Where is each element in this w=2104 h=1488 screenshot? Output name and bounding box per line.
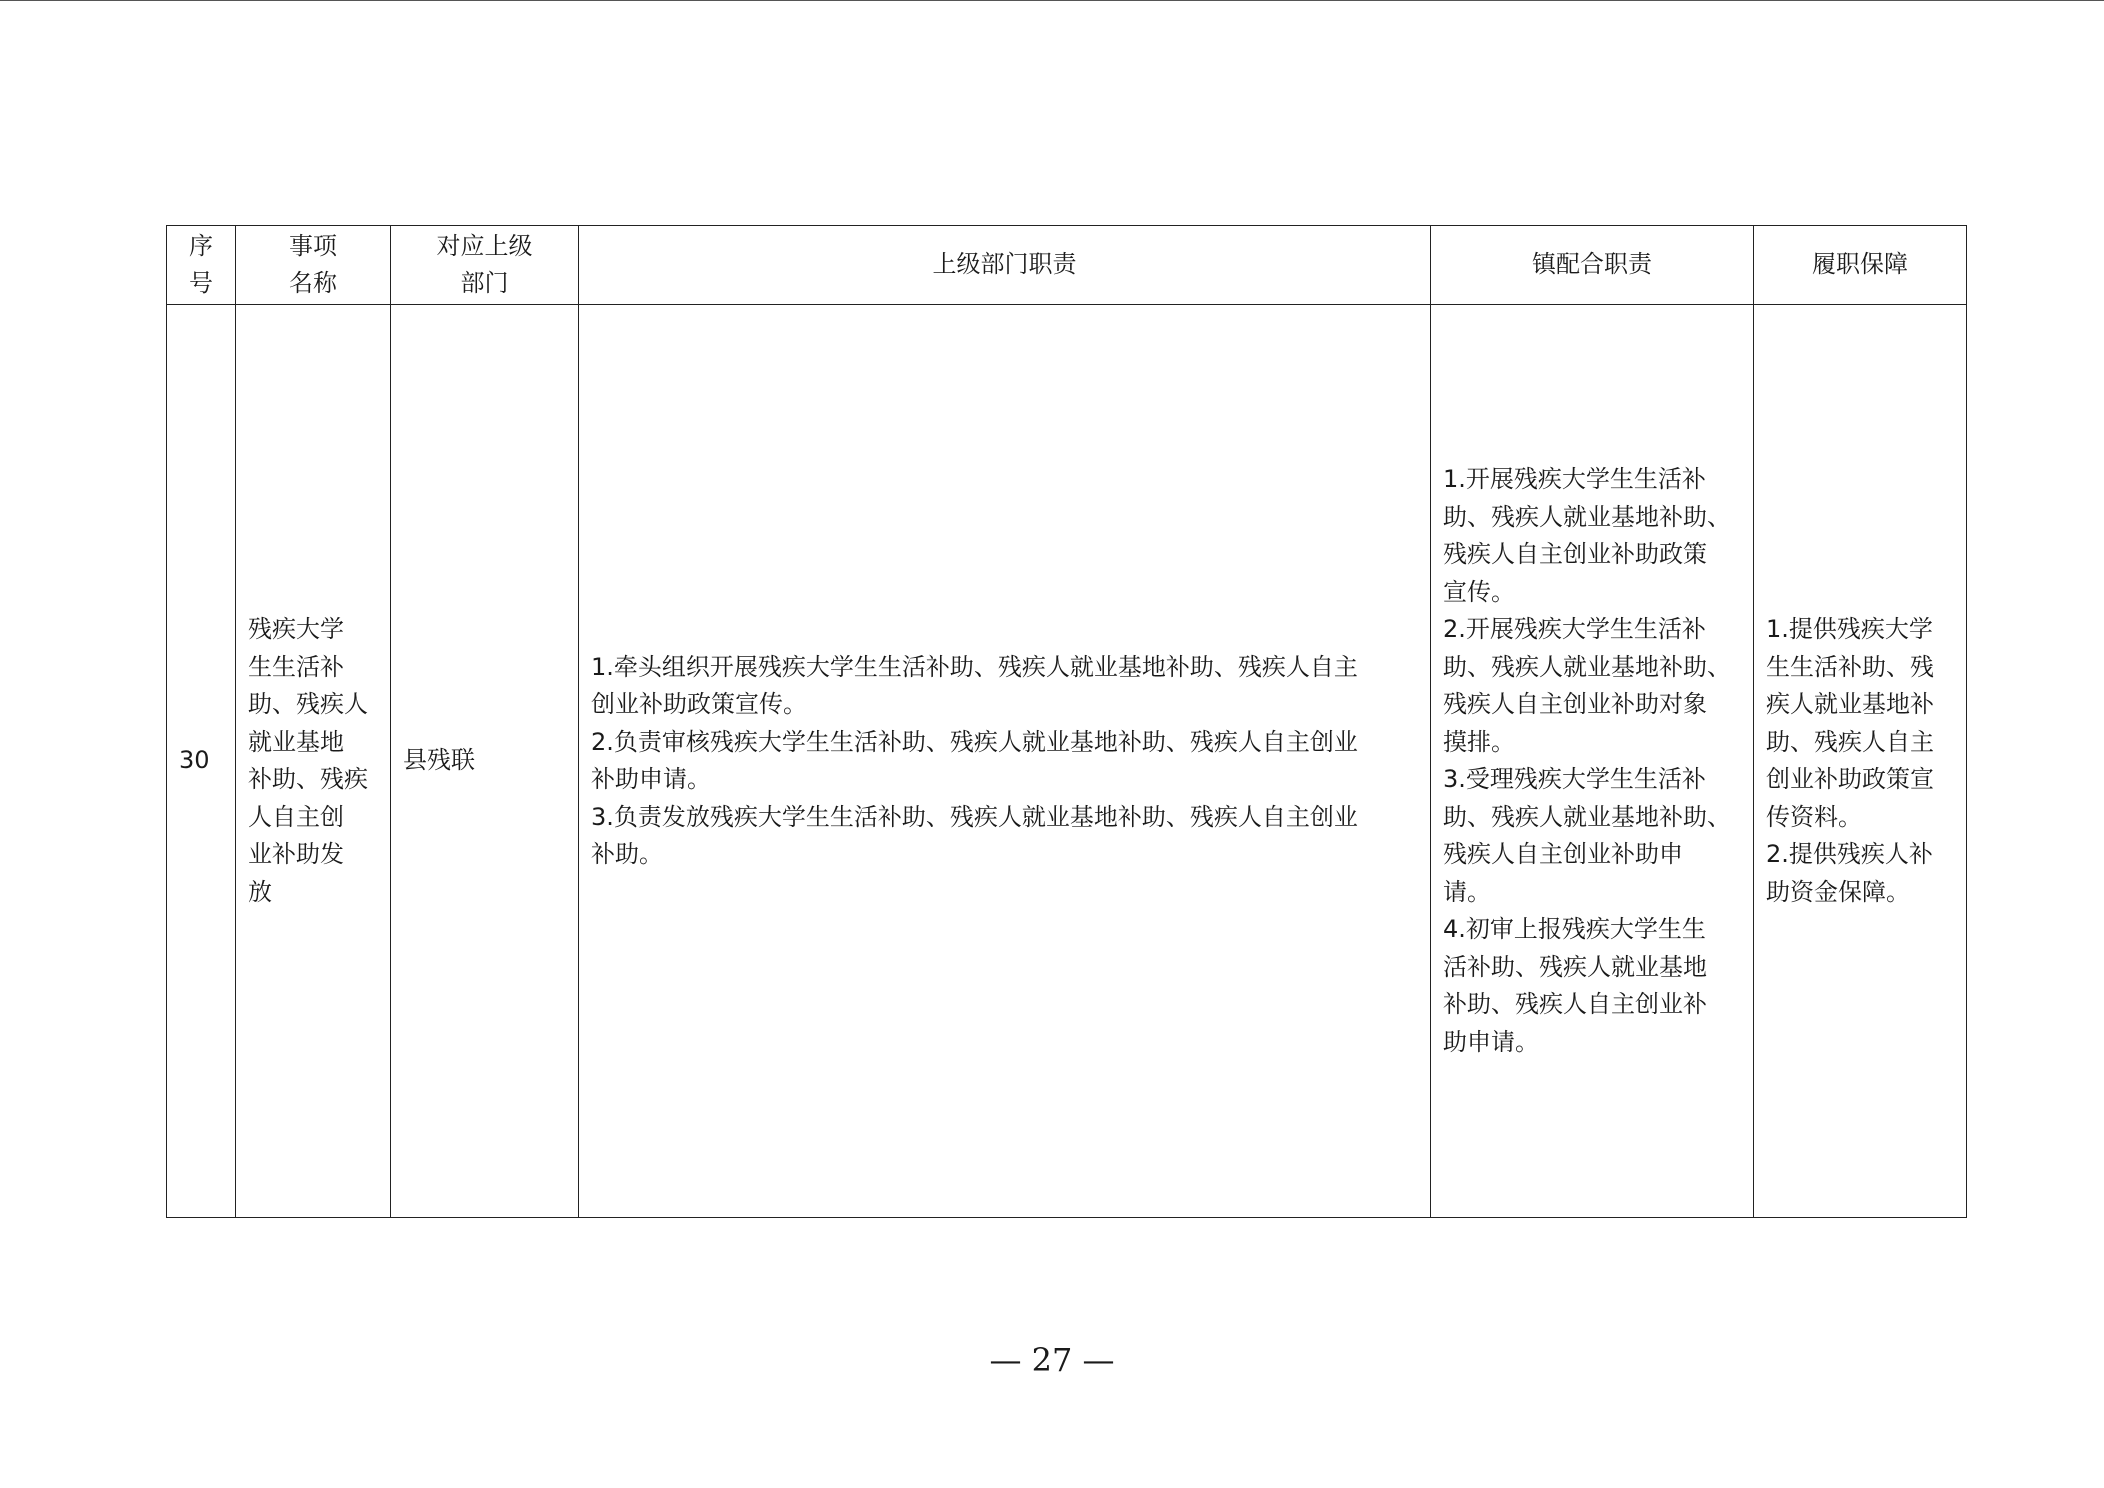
header-guarantee: 履职保障 [1754, 226, 1967, 305]
cell-item-name: 残疾大学 生生活补 助、残疾人 就业基地 补助、残疾 人自主创 业补助发 放 [236, 305, 391, 1218]
cell-row-number: 30 [167, 305, 236, 1218]
duty-table [166, 225, 1967, 1218]
cell-town-duties: 1.开展残疾大学生生活补 助、残疾人就业基地补助、 残疾人自主创业补助政策 宣传。 2.开展残疾大学生生活补 助、残疾人就业基地补助、 残疾人自主创业补助对象 摸排。 3.受理残疾大学生生活补 助、残疾人就业基地补助、 残疾人自主创业补助申 请。 4.初审上报残疾大学生生 活补助、残疾人就业基地 补助、残疾人自主创业补 助申请。 [1431, 305, 1754, 1218]
header-item-name: 事项 名称 [236, 226, 391, 305]
header-superior-duties: 上级部门职责 [579, 226, 1431, 305]
header-no: 序 号 [167, 226, 236, 305]
cell-superior-duties: 1.牵头组织开展残疾大学生生活补助、残疾人就业基地补助、残疾人自主 创业补助政策宣传。 2.负责审核残疾大学生生活补助、残疾人就业基地补助、残疾人自主创业 补助申请。 3.负责发放残疾大学生生活补助、残疾人就业基地补助、残疾人自主创业 补助。 [579, 305, 1431, 1218]
cell-superior-dept: 县残联 [391, 305, 579, 1218]
header-town-duties: 镇配合职责 [1431, 226, 1754, 305]
table-header-row [167, 226, 1967, 305]
header-superior-dept: 对应上级 部门 [391, 226, 579, 305]
top-border-line [0, 0, 2104, 1]
page-number: — 27 — [989, 1341, 1115, 1379]
table-row [167, 305, 1967, 1218]
cell-guarantee: 1.提供残疾大学 生生活补助、残 疾人就业基地补 助、残疾人自主 创业补助政策宣 传资料。 2.提供残疾人补 助资金保障。 [1754, 305, 1967, 1218]
